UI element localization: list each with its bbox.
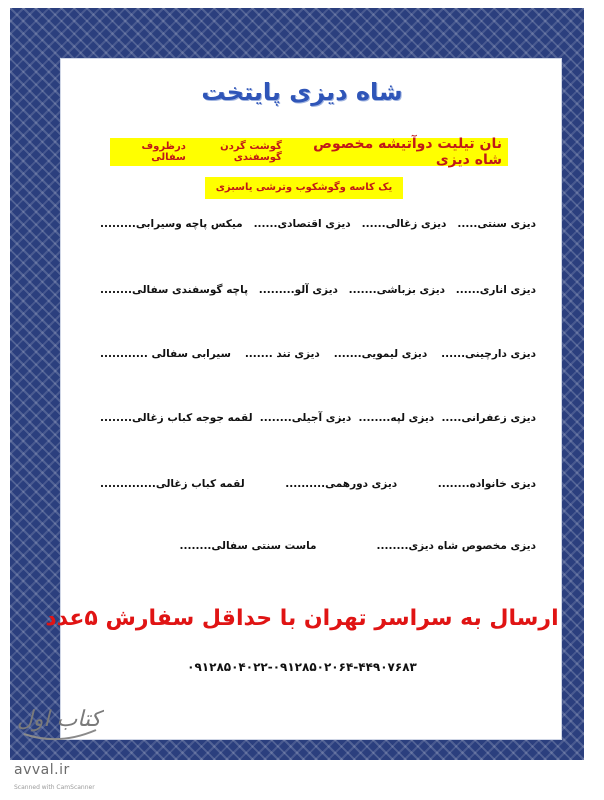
menu-item: دیزی زغالی...... [361,218,447,230]
highlight-row-1 [110,138,508,166]
menu-item: دیزی زعفرانی..... [441,412,536,424]
menu-item: دیزی سنتی..... [457,218,536,230]
menu-row-1 [100,218,536,230]
menu-item: دیزی بزباشی....... [348,284,446,296]
menu-item: پاچه گوسفندی سفالی........ [100,284,249,296]
menu-item: دیزی آجیلی........ [259,412,352,424]
menu-item: دیزی لیمویی....... [333,348,428,360]
menu-row-3 [100,348,536,360]
phone-numbers: ۰۹۱۲۸۵۰۴۰۲۲-۰۹۱۲۸۵۰۲۰۶۴-۴۴۹۰۷۶۸۳ [187,660,417,674]
page-title: شاه دیزی پایتخت [201,78,403,106]
menu-item: دیزی خانواده........ [437,478,536,490]
menu-item: لقمه جوجه کباب زغالی........ [100,412,253,424]
menu-row-4 [100,412,536,424]
menu-item: سیرابی سفالی ............ [100,348,231,360]
menu-item: دیزی لپه........ [358,412,435,424]
menu-item: دیزی تند ....... [244,348,320,360]
menu-item: ماست سنتی سفالی........ [179,540,317,552]
highlight-row-2: یک کاسه وگوشکوب وترشی یاسبزی [205,177,403,199]
site-watermark: avval.ir [14,762,70,778]
menu-item: دیزی اقتصادی...... [253,218,351,230]
menu-item: دیزی دورهمی.......... [285,478,398,490]
menu-item: لقمه کباب زغالی.............. [100,478,245,490]
menu-item: دیزی آلو......... [258,284,338,296]
menu-row-5 [100,478,536,490]
menu-item: دیزی اناری...... [455,284,536,296]
menu-item: دیزی دارچینی...... [441,348,536,360]
highlight-item-clay: درظروف سفالی [141,141,186,163]
scanner-watermark: Scanned with CamScanner [14,784,95,791]
logo-lettering: کتاب اول [16,707,102,732]
menu-row-2 [100,284,536,296]
menu-item: دیزی مخصوص شاه دیزی........ [376,540,536,552]
highlight-main-text: نان تیلیت دوآتیشه مخصوص شاه دیزی [313,136,502,168]
highlight-item-meat: گوشت گردن گوسفندی [220,141,282,163]
shipping-notice: ارسال به سراسر تهران با حداقل سفارش ۵عدد [45,606,559,631]
avval-logo-icon [14,690,104,750]
menu-row-6 [100,540,536,552]
decorative-border-frame [10,8,584,760]
menu-item: میکس پاچه وسیرابی......... [100,218,243,230]
